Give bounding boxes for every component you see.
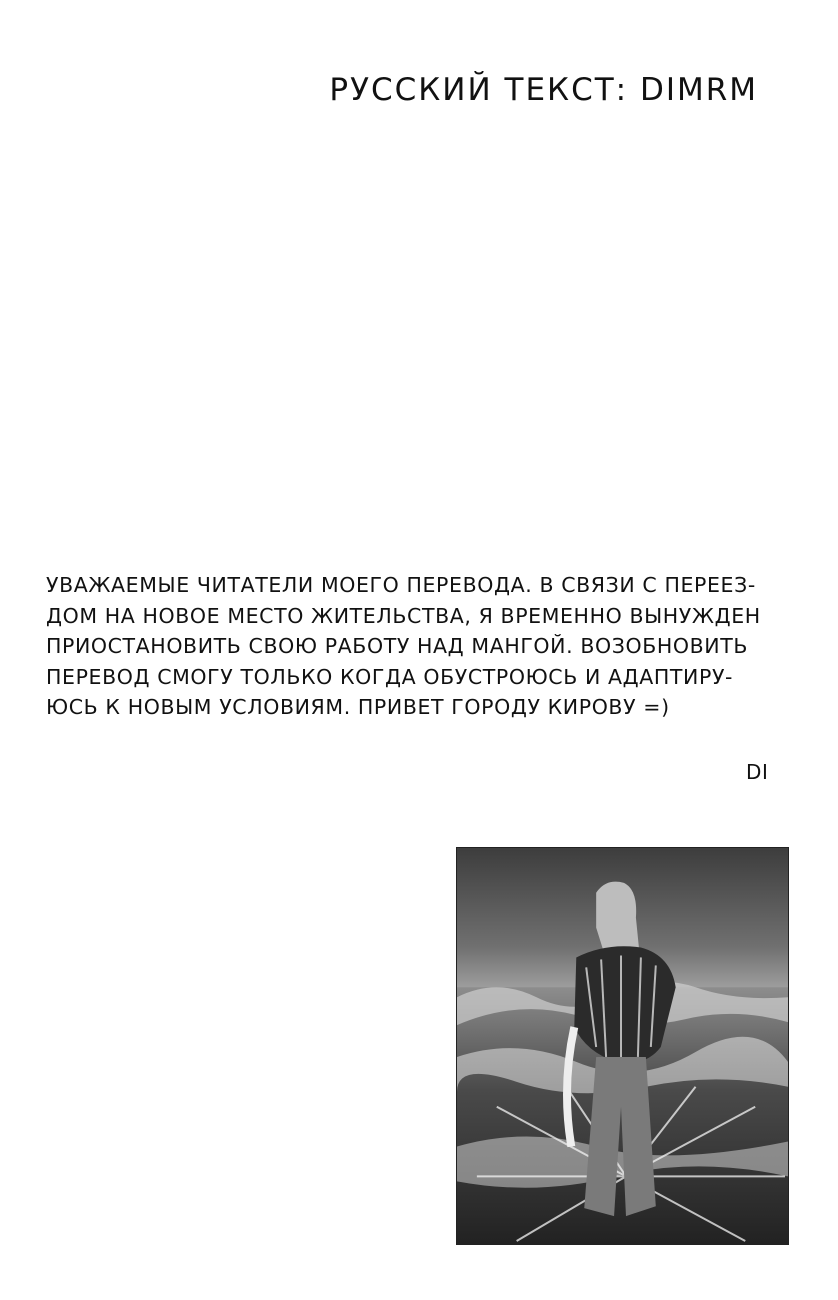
translator-notice (46, 570, 806, 723)
notice-signature: DI (746, 760, 769, 784)
manga-panel-image (456, 847, 789, 1245)
notice-line: ЮСЬ К НОВЫМ УСЛОВИЯМ. ПРИВЕТ ГОРОДУ КИРОВУ =) (46, 695, 670, 719)
notice-line: ДОМ НА НОВОЕ МЕСТО ЖИТЕЛЬСТВА, Я ВРЕМЕННО ВЫНУЖДЕН (46, 603, 761, 628)
notice-line: ПЕРЕВОД СМОГУ ТОЛЬКО КОГДА ОБУСТРОЮСЬ И АДАПТИРУ- (46, 664, 734, 689)
notice-line: УВАЖАЕМЫЕ ЧИТАТЕЛИ МОЕГО ПЕРЕВОДА. В СВЯЗИ С ПЕРЕЕЗ- (46, 573, 756, 597)
notice-line: ПРИОСТАНОВИТЬ СВОЮ РАБОТУ НАД МАНГОЙ. ВОЗОБНОВИТЬ (46, 634, 749, 658)
manga-panel-illustration (457, 848, 788, 1244)
translator-credit: РУССКИЙ ТЕКСТ: DIMRM (329, 72, 758, 108)
